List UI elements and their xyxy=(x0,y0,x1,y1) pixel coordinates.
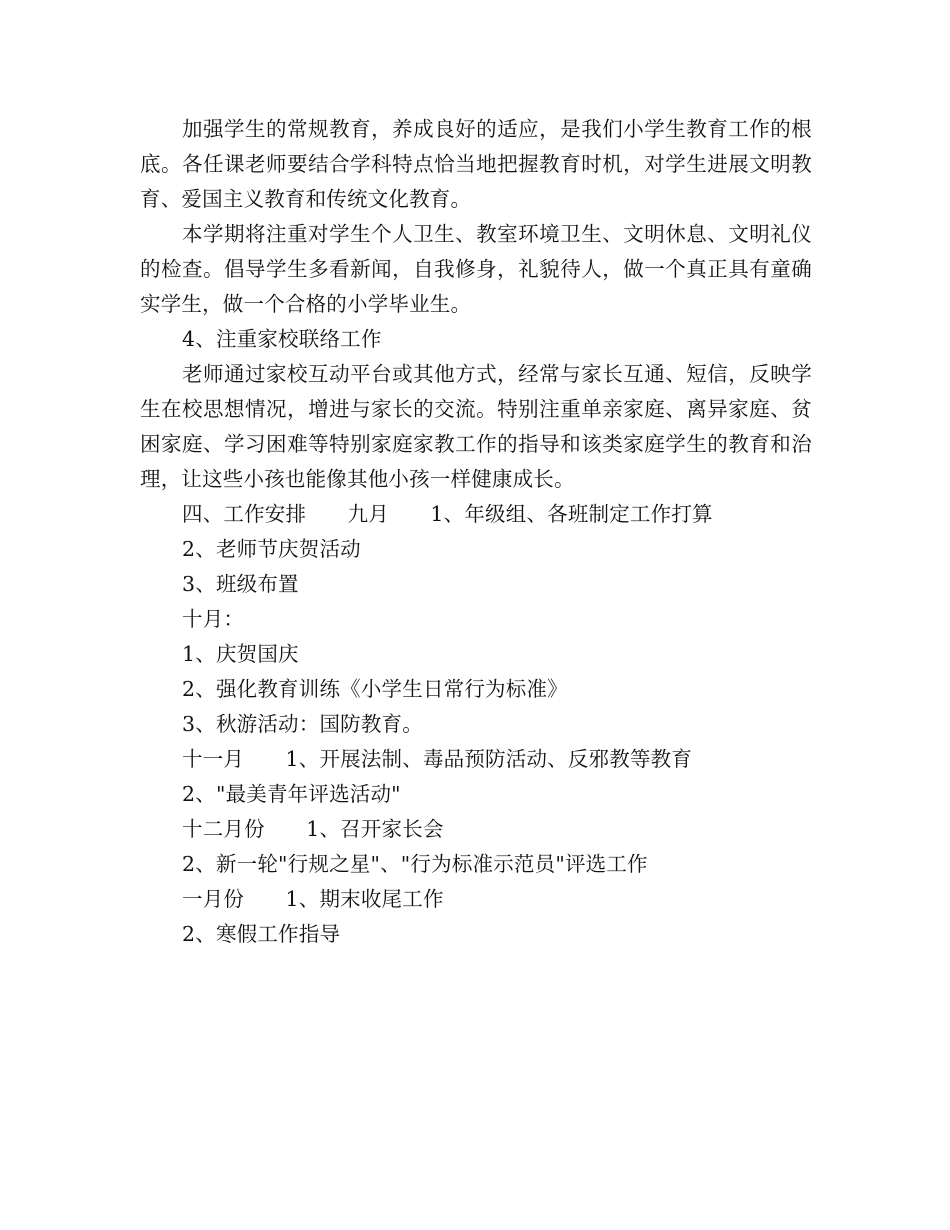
paragraph-home-school-contact: 老师通过家校互动平台或其他方式，经常与家长互通、短信，反映学生在校思想情况，增进与家长的交流。特别注重单亲家庭、离异家庭、贫困家庭、学习困难等特别家庭家教工作的指导和该类家庭学生的教育和治理，让这些小孩也能像其他小孩一样健康成长。 xyxy=(140,362,812,491)
schedule-line: 十月： xyxy=(182,607,245,631)
schedule-line: 3、班级布置 xyxy=(182,572,299,596)
paragraph-routine-education: 加强学生的常规教育，养成良好的适应，是我们小学生教育工作的根底。各任课老师要结合学科特点恰当地把握教育时机，对学生进展文明教育、爱国主义教育和传统文化教育。 xyxy=(140,117,812,211)
schedule-line: 一月份 1、期末收尾工作 xyxy=(182,887,444,911)
schedule-line: 2、寒假工作指导 xyxy=(182,922,341,946)
schedule-line: 十二月份 1、召开家长会 xyxy=(182,817,444,841)
schedule-line: 2、新一轮"行规之星"、"行为标准示范员"评选工作 xyxy=(182,852,648,876)
schedule-line: 1、庆贺国庆 xyxy=(182,642,299,666)
schedule-line: 2、老师节庆贺活动 xyxy=(182,537,361,561)
document-body xyxy=(140,112,812,952)
schedule-line: 2、"最美青年评选活动" xyxy=(182,782,401,806)
schedule-line: 十一月 1、开展法制、毒品预防活动、反邪教等教育 xyxy=(182,747,693,771)
schedule-line: 2、强化教育训练《小学生日常行为标准》 xyxy=(182,677,568,701)
schedule-line: 四、工作安排 九月 1、年级组、各班制定工作打算 xyxy=(182,502,713,526)
section-heading-home-school: 4、注重家校联络工作 xyxy=(182,327,382,351)
schedule-line: 3、秋游活动：国防教育。 xyxy=(182,712,423,736)
paragraph-hygiene-inspection: 本学期将注重对学生个人卫生、教室环境卫生、文明休息、文明礼仪的检查。倡导学生多看新闻，自我修身，礼貌待人，做一个真正具有童确实学生，做一个合格的小学毕业生。 xyxy=(140,222,812,316)
